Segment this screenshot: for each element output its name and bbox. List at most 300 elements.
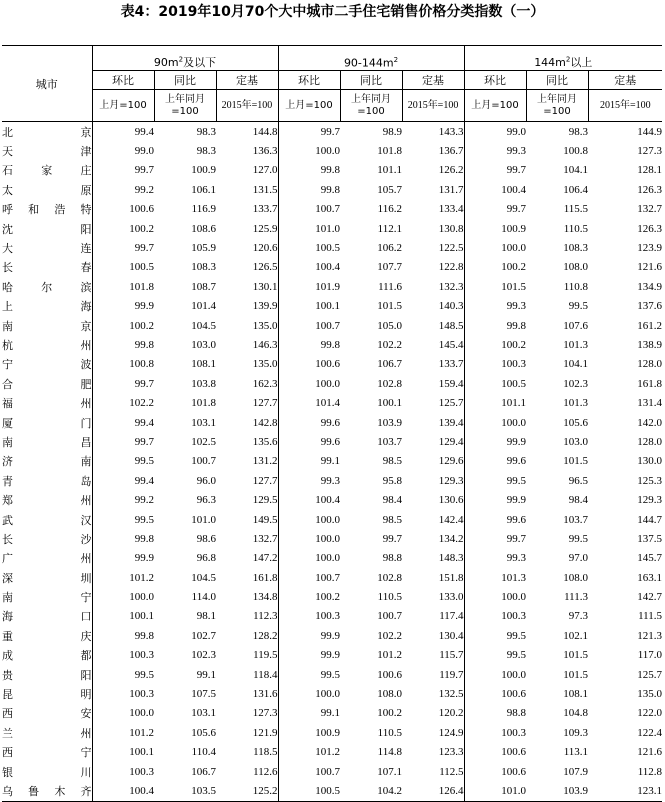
index-value: 100.3 — [501, 358, 527, 371]
index-value: 99.3 — [506, 145, 527, 158]
index-value: 99.5 — [320, 668, 340, 681]
index-value: 96.8 — [196, 552, 216, 565]
city-name: 合肥 — [2, 374, 92, 393]
group-header-small: $90m^2$及以下 — [92, 46, 278, 71]
index-value: 98.6 — [196, 532, 216, 545]
index-value: 107.5 — [191, 688, 216, 701]
index-value: 111.6 — [378, 280, 402, 293]
index-value: 142.8 — [216, 413, 278, 432]
index-value: 132.7 — [216, 529, 278, 548]
index-value: 103.0 — [191, 338, 216, 351]
index-value: 102.2 — [377, 338, 402, 351]
index-value: 106.4 — [563, 183, 589, 196]
city-name: 西宁 — [2, 743, 92, 762]
index-value: 107.1 — [377, 765, 402, 778]
metric-header: 同比 — [154, 71, 216, 90]
index-value: 136.3 — [216, 141, 278, 160]
index-value: 99.8 — [134, 338, 154, 351]
index-value: 126.5 — [216, 258, 278, 277]
index-value: 163.1 — [637, 571, 663, 584]
table-row — [2, 297, 662, 316]
index-value: 100.1 — [315, 300, 340, 313]
index-value: 101.8 — [129, 280, 154, 293]
index-value: 101.5 — [501, 280, 527, 293]
table-row — [2, 335, 662, 354]
table-row — [2, 161, 662, 180]
index-value: 114.0 — [191, 591, 216, 604]
index-value: 99.4 — [134, 474, 154, 487]
city-name: 宁波 — [2, 355, 92, 374]
index-value: 108.0 — [377, 688, 402, 701]
index-value: 131.6 — [216, 684, 278, 703]
index-value: 128.1 — [637, 164, 663, 177]
index-value: 125.9 — [216, 219, 278, 238]
table-row — [2, 704, 662, 723]
index-value: 102.3 — [191, 649, 216, 662]
index-value: 100.0 — [315, 513, 340, 526]
metric-header: 定基 — [216, 71, 278, 90]
index-value: 99.7 — [506, 164, 527, 177]
index-value: 98.3 — [568, 125, 589, 138]
index-value: 103.1 — [191, 707, 216, 720]
index-value: 144.8 — [216, 122, 278, 142]
index-value: 108.1 — [563, 688, 589, 701]
index-value: 101.3 — [563, 397, 589, 410]
index-value: 100.5 — [501, 377, 527, 390]
index-value: 99.7 — [506, 203, 527, 216]
index-value: 138.9 — [637, 338, 663, 351]
index-value: 107.9 — [563, 765, 589, 778]
index-value: 100.1 — [129, 746, 154, 759]
index-value: 127.7 — [216, 393, 278, 412]
index-value: 96.5 — [568, 474, 589, 487]
index-value: 102.3 — [563, 377, 589, 390]
metric-header: 定基 — [402, 71, 464, 90]
base-header: 上年同月=100 — [340, 90, 402, 122]
table-row — [2, 626, 662, 645]
index-value: 100.4 — [315, 261, 340, 274]
index-value: 100.6 — [501, 688, 527, 701]
index-value: 123.3 — [402, 743, 464, 762]
city-name: 兰州 — [2, 723, 92, 742]
index-value: 128.0 — [637, 358, 663, 371]
index-value: 112.8 — [637, 765, 663, 778]
table-row — [2, 743, 662, 762]
base-header: 上年同月=100 — [154, 90, 216, 122]
city-name: 西安 — [2, 704, 92, 723]
index-value: 97.3 — [568, 610, 589, 623]
index-value: 148.3 — [402, 549, 464, 568]
index-value: 100.0 — [315, 552, 340, 565]
city-name: 贵阳 — [2, 665, 92, 684]
index-value: 102.8 — [377, 377, 402, 390]
index-value: 129.5 — [216, 490, 278, 509]
index-value: 105.6 — [563, 416, 589, 429]
index-value: 99.3 — [320, 474, 340, 487]
table-row — [2, 277, 662, 296]
table-row — [2, 432, 662, 451]
index-value: 100.5 — [129, 261, 154, 274]
table-row — [2, 723, 662, 742]
metric-header: 同比 — [526, 71, 588, 90]
index-value: 135.0 — [637, 688, 663, 701]
index-value: 100.2 — [129, 222, 154, 235]
index-value: 100.6 — [315, 358, 340, 371]
index-value: 99.9 — [320, 649, 340, 662]
index-value: 103.8 — [191, 377, 216, 390]
table-row — [2, 452, 662, 471]
index-value: 103.7 — [377, 435, 402, 448]
index-value: 100.0 — [501, 242, 527, 255]
index-value: 102.1 — [563, 629, 589, 642]
city-name: 呼和浩特 — [2, 200, 92, 219]
index-value: 101.9 — [315, 280, 340, 293]
metric-header: 环比 — [278, 71, 340, 90]
base-header: 上月=100 — [464, 90, 526, 122]
index-value: 147.2 — [216, 549, 278, 568]
index-value: 108.6 — [191, 222, 216, 235]
index-value: 100.7 — [315, 203, 340, 216]
city-name: 郑州 — [2, 490, 92, 509]
index-value: 99.6 — [506, 513, 527, 526]
index-value: 121.6 — [637, 746, 663, 759]
index-value: 100.2 — [315, 591, 340, 604]
index-value: 122.0 — [637, 707, 663, 720]
index-value: 144.7 — [637, 513, 663, 526]
index-value: 100.0 — [501, 668, 527, 681]
index-value: 100.0 — [129, 707, 154, 720]
index-value: 106.1 — [191, 183, 216, 196]
index-value: 99.4 — [134, 416, 154, 429]
index-value: 128.0 — [637, 435, 663, 448]
index-value: 131.2 — [216, 452, 278, 471]
metric-header: 同比 — [340, 71, 402, 90]
index-value: 99.5 — [506, 629, 527, 642]
index-value: 116.2 — [377, 203, 402, 216]
index-value: 99.2 — [134, 183, 154, 196]
index-value: 103.5 — [154, 781, 216, 801]
index-value: 98.1 — [196, 610, 216, 623]
table-row — [2, 781, 662, 801]
index-value: 105.9 — [191, 242, 216, 255]
index-value: 99.3 — [506, 300, 527, 313]
table-row — [2, 549, 662, 568]
index-value: 119.5 — [216, 646, 278, 665]
index-value: 101.2 — [377, 649, 402, 662]
index-value: 100.6 — [377, 668, 402, 681]
index-value: 116.9 — [191, 203, 216, 216]
index-value: 99.8 — [320, 183, 340, 196]
index-value: 101.0 — [191, 513, 216, 526]
index-value: 99.8 — [320, 164, 340, 177]
index-value: 100.4 — [92, 781, 154, 801]
index-value: 125.7 — [637, 668, 663, 681]
index-value: 108.1 — [191, 358, 216, 371]
index-value: 98.8 — [506, 707, 527, 720]
index-value: 129.3 — [637, 494, 663, 507]
index-value: 134.8 — [216, 587, 278, 606]
index-value: 99.5 — [568, 532, 589, 545]
index-value: 106.7 — [191, 765, 216, 778]
city-name: 太原 — [2, 180, 92, 199]
index-value: 119.7 — [402, 665, 464, 684]
index-value: 101.1 — [501, 397, 527, 410]
index-value: 145.4 — [402, 335, 464, 354]
table-row — [2, 374, 662, 393]
index-value: 104.8 — [563, 707, 589, 720]
index-value: 117.4 — [402, 607, 464, 626]
index-value: 101.3 — [501, 571, 527, 584]
index-value: 135.6 — [216, 432, 278, 451]
index-value: 133.7 — [402, 355, 464, 374]
index-value: 122.5 — [402, 238, 464, 257]
index-value: 159.4 — [402, 374, 464, 393]
table-row — [2, 258, 662, 277]
index-value: 134.2 — [402, 529, 464, 548]
table-row — [2, 219, 662, 238]
index-value: 100.4 — [501, 183, 527, 196]
index-value: 99.1 — [320, 455, 340, 468]
index-value: 125.3 — [637, 474, 663, 487]
index-value: 99.5 — [134, 668, 154, 681]
index-value: 135.0 — [216, 316, 278, 335]
group-header-large: $144m^2$以上 — [464, 46, 662, 71]
base-header: 上年同月=100 — [526, 90, 588, 122]
index-value: 131.4 — [637, 397, 663, 410]
index-value: 99.7 — [320, 125, 340, 138]
index-value: 130.1 — [216, 277, 278, 296]
table-row — [2, 316, 662, 335]
index-value: 96.0 — [196, 474, 216, 487]
city-name: 成都 — [2, 646, 92, 665]
table-row — [2, 141, 662, 160]
index-value: 161.8 — [637, 377, 663, 390]
city-name: 天津 — [2, 141, 92, 160]
index-value: 142.0 — [637, 416, 663, 429]
index-value: 100.5 — [315, 242, 340, 255]
index-value: 99.5 — [568, 300, 589, 313]
price-index-table — [2, 45, 662, 802]
index-value: 130.4 — [402, 626, 464, 645]
group-header-medium: $90-144m^2$ — [278, 46, 464, 71]
index-value: 96.3 — [196, 494, 216, 507]
index-value: 131.5 — [216, 180, 278, 199]
table-row — [2, 529, 662, 548]
index-value: 101.0 — [315, 222, 340, 235]
index-value: 105.0 — [377, 319, 402, 332]
index-value: 99.5 — [506, 649, 527, 662]
table-title: 表4：2019年10月70个大中城市二手住宅销售价格分类指数（一） — [120, 4, 545, 20]
index-value: 99.8 — [134, 532, 154, 545]
index-value: 98.4 — [382, 494, 402, 507]
index-value: 144.9 — [637, 125, 663, 138]
index-value: 101.8 — [377, 145, 402, 158]
index-value: 100.0 — [315, 532, 340, 545]
index-value: 99.4 — [134, 125, 154, 138]
index-value: 101.4 — [191, 300, 216, 313]
index-value: 135.0 — [216, 355, 278, 374]
index-value: 131.7 — [402, 180, 464, 199]
index-value: 112.1 — [377, 222, 402, 235]
table-row — [2, 355, 662, 374]
index-value: 125.2 — [216, 781, 278, 801]
index-value: 101.0 — [464, 781, 526, 801]
index-value: 99.9 — [506, 494, 527, 507]
index-value: 126.3 — [637, 222, 663, 235]
table-row — [2, 238, 662, 257]
index-value: 132.5 — [402, 684, 464, 703]
table-row — [2, 490, 662, 509]
index-value: 145.7 — [637, 552, 663, 565]
index-value: 101.2 — [129, 571, 154, 584]
index-value: 98.8 — [382, 552, 402, 565]
index-value: 122.4 — [637, 726, 663, 739]
index-value: 100.7 — [191, 455, 216, 468]
city-name: 长春 — [2, 258, 92, 277]
index-value: 102.7 — [191, 629, 216, 642]
index-value: 101.2 — [129, 726, 154, 739]
index-value: 121.3 — [637, 629, 663, 642]
index-value: 104.5 — [191, 319, 216, 332]
index-value: 103.0 — [563, 435, 589, 448]
index-value: 99.7 — [134, 435, 154, 448]
index-value: 101.5 — [563, 668, 589, 681]
table-row — [2, 762, 662, 781]
index-value: 118.4 — [216, 665, 278, 684]
index-value: 129.6 — [402, 452, 464, 471]
city-name: 南宁 — [2, 587, 92, 606]
index-value: 100.9 — [191, 164, 216, 177]
index-value: 100.8 — [129, 358, 154, 371]
index-value: 98.3 — [196, 125, 216, 138]
index-value: 99.5 — [506, 474, 527, 487]
index-value: 110.8 — [563, 280, 589, 293]
index-value: 99.9 — [134, 300, 154, 313]
index-value: 99.5 — [134, 513, 154, 526]
index-value: 105.7 — [377, 183, 402, 196]
city-column-header: 城市 — [2, 46, 92, 122]
index-value: 120.6 — [216, 238, 278, 257]
index-value: 106.2 — [377, 242, 402, 255]
base-header: 上月=100 — [278, 90, 340, 122]
index-value: 98.4 — [568, 494, 589, 507]
city-name: 青岛 — [2, 471, 92, 490]
index-value: 110.4 — [191, 746, 216, 759]
index-value: 99.6 — [320, 416, 340, 429]
city-name: 南昌 — [2, 432, 92, 451]
index-value: 100.2 — [501, 338, 527, 351]
index-value: 108.3 — [563, 242, 589, 255]
index-value: 102.2 — [377, 629, 402, 642]
city-name: 武汉 — [2, 510, 92, 529]
index-value: 100.1 — [129, 610, 154, 623]
index-value: 126.4 — [402, 781, 464, 801]
index-value: 99.8 — [320, 338, 340, 351]
index-value: 146.3 — [216, 335, 278, 354]
index-value: 100.3 — [129, 765, 154, 778]
index-value: 101.4 — [315, 397, 340, 410]
index-value: 103.1 — [191, 416, 216, 429]
index-value: 113.1 — [563, 746, 589, 759]
index-value: 99.7 — [134, 164, 154, 177]
index-value: 100.1 — [377, 397, 402, 410]
index-value: 130.8 — [402, 219, 464, 238]
index-value: 115.7 — [402, 646, 464, 665]
index-value: 104.1 — [563, 164, 589, 177]
index-value: 127.7 — [216, 471, 278, 490]
index-value: 137.5 — [637, 532, 663, 545]
table-row — [2, 180, 662, 199]
city-name: 海口 — [2, 607, 92, 626]
index-value: 130.0 — [637, 455, 663, 468]
index-value: 100.4 — [315, 494, 340, 507]
index-value: 137.6 — [637, 300, 663, 313]
index-value: 133.0 — [402, 587, 464, 606]
index-value: 100.3 — [501, 610, 527, 623]
city-name: 深圳 — [2, 568, 92, 587]
index-value: 143.3 — [402, 122, 464, 142]
index-value: 127.3 — [216, 704, 278, 723]
index-value: 98.9 — [382, 125, 402, 138]
index-value: 101.5 — [563, 455, 589, 468]
city-name: 沈阳 — [2, 219, 92, 238]
city-name: 哈尔滨 — [2, 277, 92, 296]
table-row — [2, 122, 662, 142]
index-value: 117.0 — [637, 649, 663, 662]
index-value: 103.9 — [377, 416, 402, 429]
city-name: 北京 — [2, 122, 92, 142]
index-value: 132.7 — [637, 203, 663, 216]
index-value: 110.5 — [377, 591, 402, 604]
index-value: 104.5 — [191, 571, 216, 584]
index-value: 104.1 — [563, 358, 589, 371]
index-value: 101.5 — [563, 649, 589, 662]
index-value: 108.0 — [563, 261, 589, 274]
index-value: 100.0 — [501, 416, 527, 429]
index-value: 100.3 — [501, 726, 527, 739]
index-value: 100.2 — [377, 707, 402, 720]
base-header: 上月=100 — [92, 90, 154, 122]
index-value: 124.9 — [402, 723, 464, 742]
index-value: 100.3 — [315, 610, 340, 623]
index-value: 106.7 — [377, 358, 402, 371]
city-name: 上海 — [2, 297, 92, 316]
metric-header: 环比 — [464, 71, 526, 90]
index-value: 121.6 — [637, 261, 663, 274]
index-value: 100.0 — [315, 377, 340, 390]
index-value: 100.2 — [129, 319, 154, 332]
index-value: 109.3 — [563, 726, 589, 739]
index-value: 133.4 — [402, 200, 464, 219]
index-value: 99.7 — [506, 532, 527, 545]
city-name: 大连 — [2, 238, 92, 257]
index-value: 100.0 — [315, 688, 340, 701]
index-value: 102.2 — [129, 397, 154, 410]
index-value: 99.0 — [506, 125, 527, 138]
index-value: 112.6 — [216, 762, 278, 781]
base-header: 2015年=100 — [216, 90, 278, 122]
index-value: 97.0 — [568, 552, 589, 565]
index-value: 99.7 — [134, 242, 154, 255]
index-value: 121.9 — [216, 723, 278, 742]
index-value: 95.8 — [382, 474, 402, 487]
index-value: 112.3 — [216, 607, 278, 626]
table-row — [2, 568, 662, 587]
index-value: 112.5 — [402, 762, 464, 781]
index-value: 100.3 — [129, 649, 154, 662]
index-value: 99.9 — [506, 435, 527, 448]
index-value: 99.7 — [134, 377, 154, 390]
